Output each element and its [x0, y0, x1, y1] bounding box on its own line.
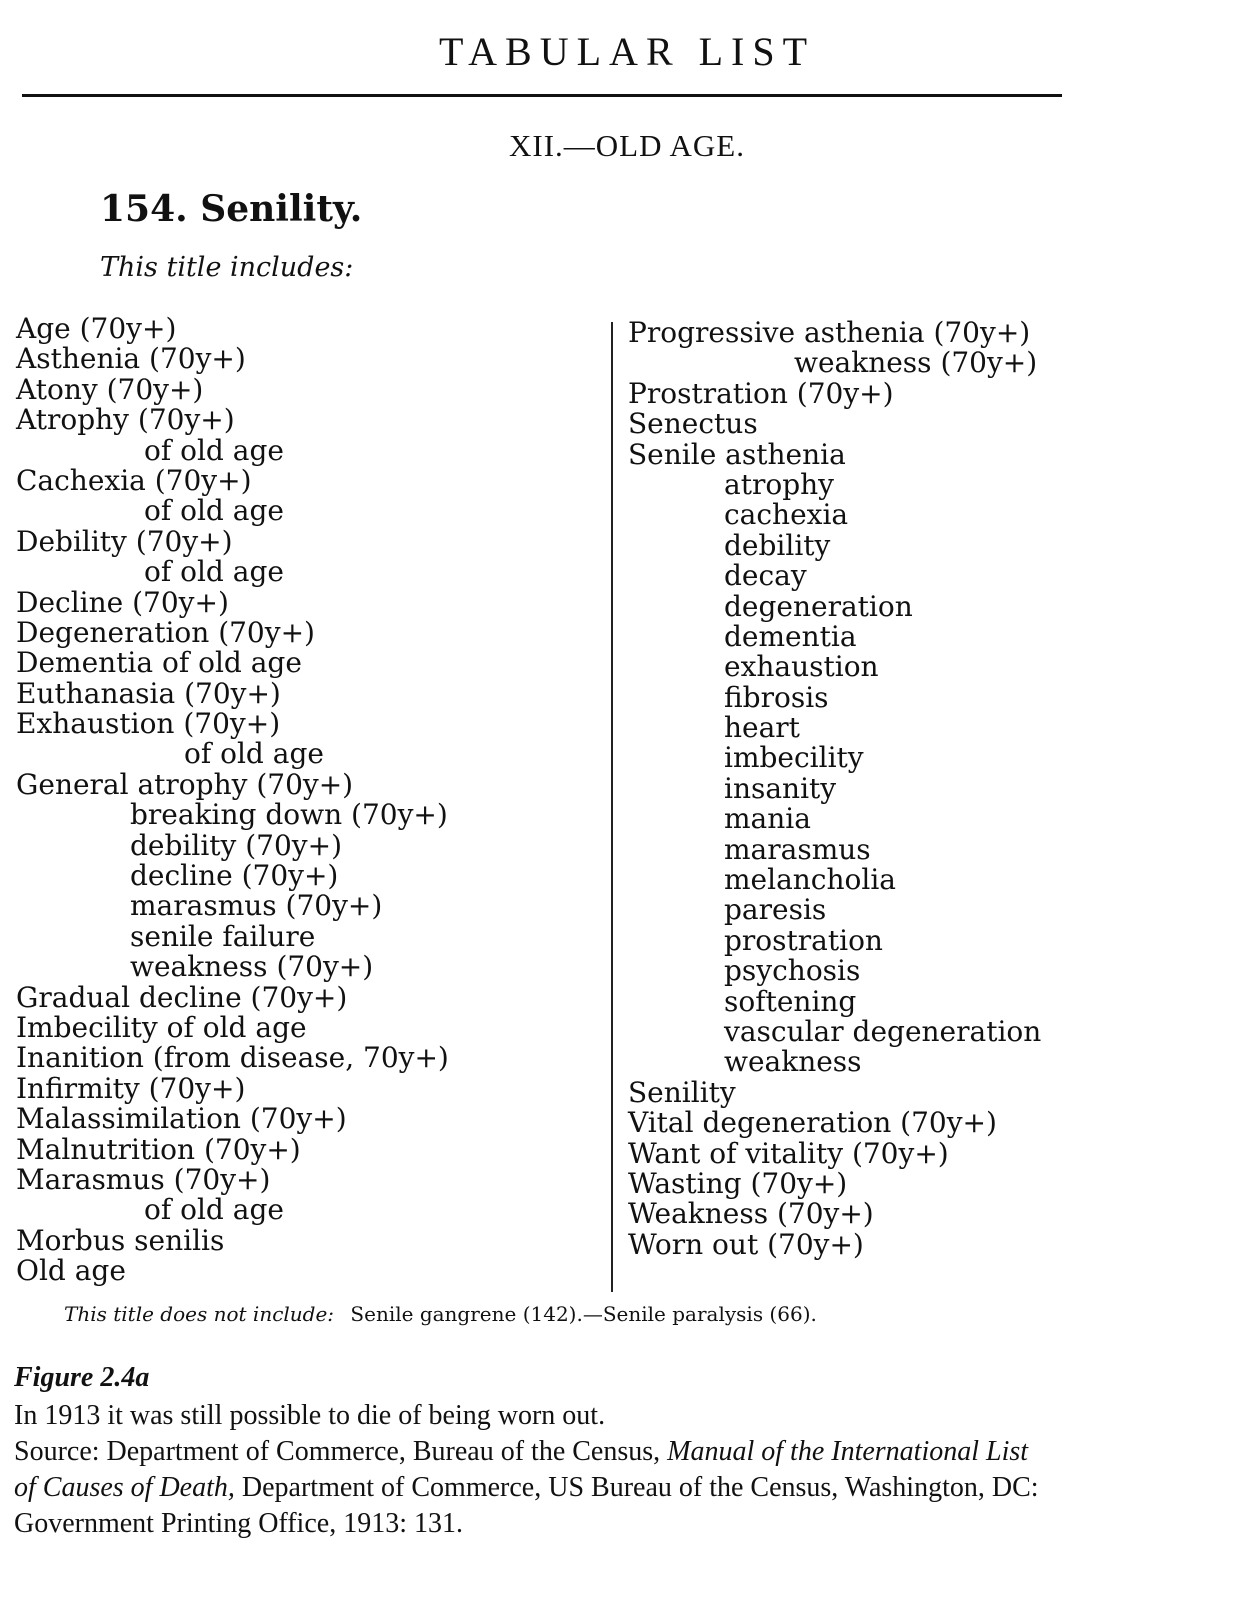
list-item: of old age	[144, 1193, 284, 1227]
list-item: mania	[724, 802, 811, 836]
list-item: Want of vitality (70y+)	[628, 1136, 949, 1170]
list-item: Senile asthenia	[628, 437, 846, 471]
list-item: Malnutrition (70y+)	[16, 1132, 301, 1166]
left-column-list	[16, 314, 596, 1287]
list-item: insanity	[724, 771, 837, 805]
list-item: softening	[724, 984, 857, 1018]
list-item: weakness (70y+)	[130, 950, 374, 984]
list-item: vascular degeneration	[724, 1014, 1042, 1048]
list-item: senile failure	[130, 919, 316, 953]
list-item: weakness	[724, 1045, 862, 1079]
source-title: Manual of the International List of Causes of Death,	[14, 1436, 1029, 1503]
list-item: exhaustion	[724, 650, 879, 684]
column-divider	[611, 322, 613, 1292]
list-item: heart	[724, 711, 800, 745]
list-item: of old age	[144, 494, 284, 528]
list-item: of old age	[144, 555, 284, 589]
list-item: of old age	[184, 737, 324, 771]
header-rule	[22, 94, 1062, 97]
list-item: Imbecility of old age	[16, 1010, 307, 1044]
exclusions-note	[64, 1302, 817, 1326]
list-item: Inanition (from disease, 70y+)	[16, 1041, 449, 1075]
page-header-title: TABULAR LIST	[438, 29, 816, 74]
list-item: cachexia	[724, 498, 849, 532]
right-column-list	[628, 318, 1048, 1260]
list-item: of old age	[144, 433, 284, 467]
list-item: Progressive asthenia (70y+)	[628, 316, 1031, 349]
list-item: Asthenia (70y+)	[16, 342, 246, 376]
list-item: Senectus	[628, 407, 758, 441]
entry-title: 154. Senility.	[100, 188, 363, 230]
list-item: Atony (70y+)	[16, 372, 204, 406]
list-item: dementia	[724, 619, 857, 653]
list-item: prostration	[724, 923, 883, 957]
list-item: decay	[724, 559, 807, 593]
list-item: psychosis	[724, 954, 861, 988]
list-item: debility	[724, 528, 831, 562]
list-item: Senility	[628, 1075, 736, 1109]
figure-label: Figure 2.4a	[14, 1362, 150, 1393]
list-item: Euthanasia (70y+)	[16, 676, 281, 710]
list-item: Debility (70y+)	[16, 524, 233, 558]
list-item: Vital degeneration (70y+)	[628, 1106, 997, 1140]
includes-label: This title includes:	[100, 252, 354, 283]
list-item: marasmus (70y+)	[130, 889, 383, 923]
list-item: breaking down (70y+)	[130, 798, 448, 832]
list-item: Old age	[16, 1254, 126, 1288]
exclusions-text: Senile gangrene (142).—Senile paralysis (66).	[350, 1302, 817, 1326]
list-item: debility (70y+)	[130, 828, 343, 862]
list-item: General atrophy (70y+)	[16, 767, 354, 801]
source-suffix: Department of Commerce, US Bureau of the Census, Washington, DC: Government Printing Office, 1913: 131.	[14, 1472, 1039, 1539]
list-item: Wasting (70y+)	[628, 1166, 848, 1200]
caption-line: In 1913 it was still possible to die of being worn out.	[14, 1400, 606, 1431]
list-item: Prostration (70y+)	[628, 376, 894, 410]
list-item: Dementia of old age	[16, 646, 302, 680]
section-title: XII.—OLD AGE.	[509, 128, 745, 163]
list-item: fibrosis	[724, 680, 829, 714]
list-item: degeneration	[724, 589, 913, 623]
list-item: Morbus senilis	[16, 1223, 225, 1257]
list-item: melancholia	[724, 863, 896, 897]
list-item: decline (70y+)	[130, 859, 339, 893]
list-item: Atrophy (70y+)	[16, 403, 235, 437]
list-item: Decline (70y+)	[16, 585, 229, 619]
figure-caption	[14, 1398, 1044, 1542]
list-item: Malassimilation (70y+)	[16, 1102, 347, 1136]
caption-source	[14, 1436, 1039, 1539]
list-item: marasmus	[724, 832, 871, 866]
list-item: Infirmity (70y+)	[16, 1071, 246, 1105]
list-item: Worn out (70y+)	[628, 1227, 864, 1261]
list-item: atrophy	[724, 467, 834, 501]
list-item: Gradual decline (70y+)	[16, 980, 348, 1014]
list-item: weakness (70y+)	[794, 346, 1038, 380]
list-item: Degeneration (70y+)	[16, 615, 315, 649]
list-item: paresis	[724, 893, 827, 927]
list-item: Exhaustion (70y+)	[16, 707, 281, 741]
list-item: Weakness (70y+)	[628, 1197, 874, 1231]
list-item: Marasmus (70y+)	[16, 1162, 271, 1196]
list-item: imbecility	[724, 741, 864, 775]
exclusions-label: This title does not include:	[64, 1302, 335, 1326]
list-item: Age (70y+)	[16, 312, 177, 345]
list-item: Cachexia (70y+)	[16, 463, 252, 497]
source-prefix: Source: Department of Commerce, Bureau of the Census,	[14, 1436, 668, 1467]
